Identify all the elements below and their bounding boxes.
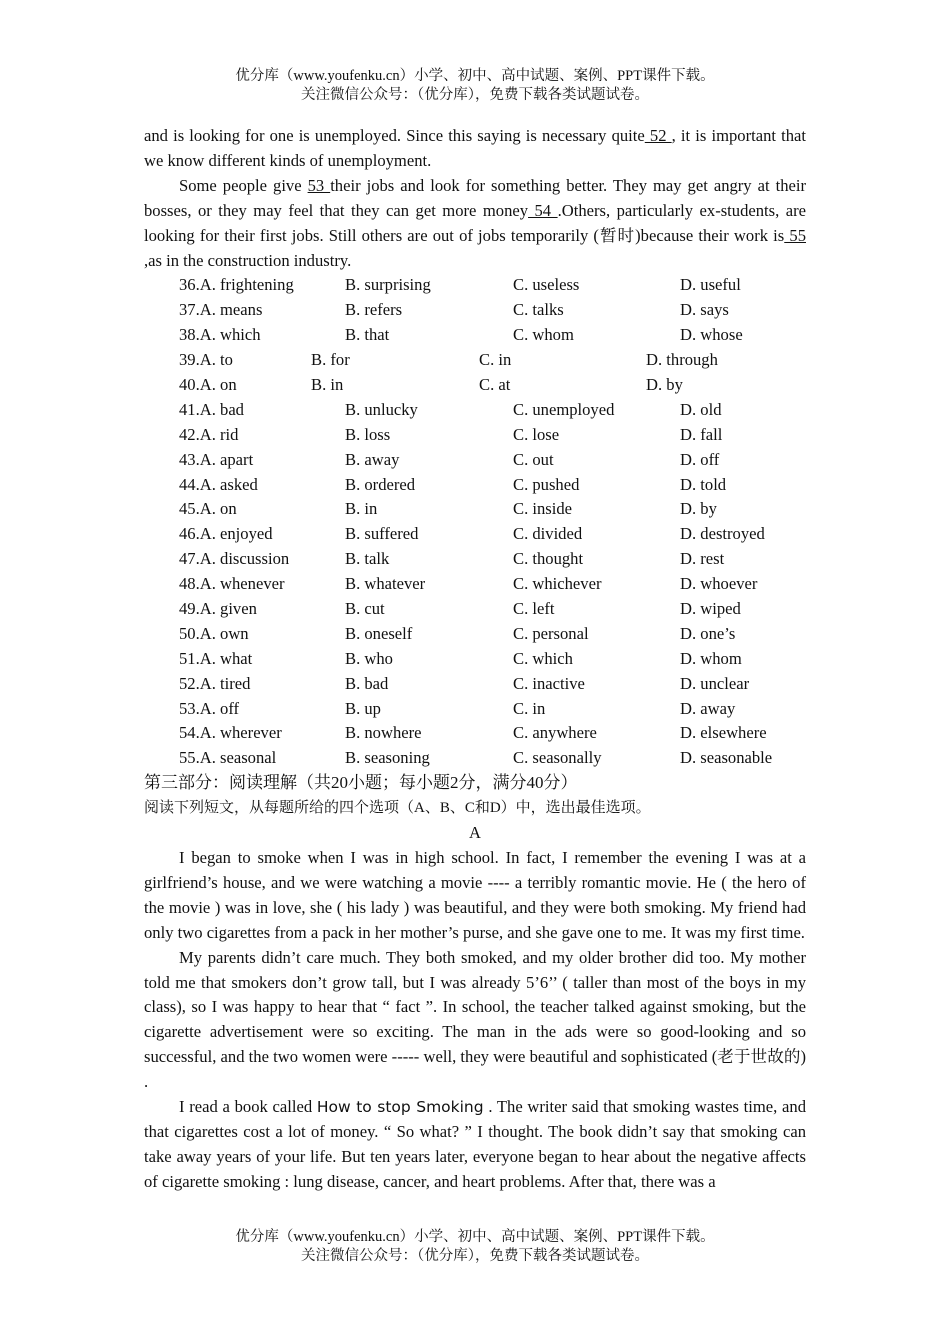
option-c: C. whom xyxy=(513,325,574,345)
option-c: C. out xyxy=(513,449,554,469)
text-run: I read a book called xyxy=(179,1097,317,1117)
option-a: 42.A. rid xyxy=(179,424,239,444)
option-d: D. seasonable xyxy=(680,748,773,768)
page-footer xyxy=(0,1228,950,1266)
option-d: D. whoever xyxy=(680,574,758,594)
option-d: D. wiped xyxy=(680,599,741,619)
option-a: 41.A. bad xyxy=(179,399,244,419)
option-c: C. useless xyxy=(513,275,580,295)
option-row xyxy=(144,572,806,597)
option-b: B. bad xyxy=(345,673,389,693)
option-c: C. thought xyxy=(513,549,584,569)
option-b: B. suffered xyxy=(345,524,419,544)
option-d: D. destroyed xyxy=(680,524,765,544)
option-b: B. whatever xyxy=(345,574,426,594)
passage-paragraph xyxy=(144,174,806,274)
option-c: C. left xyxy=(513,599,555,619)
page-header xyxy=(0,67,950,105)
blank-53: 53 xyxy=(307,175,331,195)
option-d: D. off xyxy=(680,449,720,469)
option-d: D. fall xyxy=(680,424,723,444)
option-d: D. one’s xyxy=(680,623,736,643)
text-run: their jobs and look for something better. They may get angry at their bosses, or they may feel that they can get more money xyxy=(144,175,806,220)
option-row xyxy=(144,622,806,647)
option-row xyxy=(144,473,806,498)
option-a: 46.A. enjoyed xyxy=(179,524,273,544)
option-row xyxy=(144,547,806,572)
option-b: B. nowhere xyxy=(345,723,422,743)
option-a: 47.A. discussion xyxy=(179,549,290,569)
option-d: D. unclear xyxy=(680,673,750,693)
footer-line-1: 优分库（www.youfenku.cn）小学、初中、高中试题、案例、PPT课件下载。 xyxy=(235,1229,715,1245)
text-run: . The writer said that smoking wastes time, and that cigarettes cost a lot of money. “ So what? ” I thought. The book didn’t say that smoking can take away years of your life. But ten years later, everyone began to hear about the negative affects of cigarette smoking : lung disease, cancer, and heart problems. After that, there was a xyxy=(144,1097,807,1191)
footer-line-2: 关注微信公众号：（优分库），免费下载各类试题试卷。 xyxy=(301,1248,649,1264)
main-content xyxy=(144,124,806,1195)
option-d: D. old xyxy=(680,399,722,419)
option-row xyxy=(144,373,806,398)
reading-paragraph-2: My parents didn’t care much. They both smoked, and my older brother did too. My mother told me that smokers don’t grow tall, but I was already 5’6’’ ( taller than most of the boys in my class), so I was happy to hear that “ fact ”. In school, the teacher talked against smoking, but the cigarette advertisement were so exciting. The man in the ads were so good-looking and so successful, and the two women were ----- well, they were beautiful and sophisticated (老于世故的) . xyxy=(144,947,806,1092)
option-a: 55.A. seasonal xyxy=(179,748,277,768)
option-d: D. by xyxy=(680,499,717,519)
option-a: 36.A. frightening xyxy=(179,275,294,295)
option-a: 45.A. on xyxy=(179,499,237,519)
option-a: 51.A. what xyxy=(179,648,253,668)
option-c: C. seasonally xyxy=(513,748,602,768)
text-run: and is looking for one is unemployed. Since this saying is necessary quite xyxy=(144,126,645,145)
option-a: 52.A. tired xyxy=(179,673,251,693)
option-b: B. ordered xyxy=(345,474,416,494)
option-row xyxy=(144,298,806,323)
option-row xyxy=(144,647,806,672)
option-a: 50.A. own xyxy=(179,623,249,643)
option-d: D. elsewhere xyxy=(680,723,767,743)
answer-options xyxy=(144,273,806,771)
option-b: B. that xyxy=(345,325,390,345)
option-a: 37.A. means xyxy=(179,300,263,320)
option-b: B. who xyxy=(345,648,393,668)
option-c: C. lose xyxy=(513,424,560,444)
option-d: D. rest xyxy=(680,549,725,569)
option-c: C. divided xyxy=(513,524,583,544)
option-d: D. whom xyxy=(680,648,742,668)
text-run: ,as in the construction industry. xyxy=(144,250,352,270)
text-run: .Others, particularly ex-students, are looking for their first jobs. Still others are out of jobs temporarily (暂时)because their work is xyxy=(144,200,806,245)
option-row xyxy=(144,323,806,348)
option-b: B. in xyxy=(311,375,344,394)
reading-paragraph-3 xyxy=(144,1095,806,1195)
header-line-2: 关注微信公众号：（优分库），免费下载各类试题试卷。 xyxy=(301,87,649,103)
option-b: B. oneself xyxy=(345,623,413,643)
option-a: 49.A. given xyxy=(179,599,257,619)
option-d: D. by xyxy=(646,375,683,394)
option-a: 43.A. apart xyxy=(179,449,254,469)
option-a: 44.A. asked xyxy=(179,474,258,494)
text-run: , it is important that we know different kinds of unemployment. xyxy=(144,126,806,170)
option-a: 40.A. on xyxy=(179,375,237,394)
option-c: C. inside xyxy=(513,499,573,519)
option-row xyxy=(144,746,806,771)
option-c: C. inactive xyxy=(513,673,585,693)
option-c: C. anywhere xyxy=(513,723,597,743)
book-title: How to stop Smoking xyxy=(316,1098,484,1117)
option-row xyxy=(144,348,806,373)
option-d: D. through xyxy=(646,350,718,370)
text-run: Some people give xyxy=(179,175,308,195)
option-a: 48.A. whenever xyxy=(179,574,285,594)
section-instruction: 阅读下列短文，从每题所给的四个选项（A、B、C和D）中，选出最佳选项。 xyxy=(144,800,651,817)
option-b: B. loss xyxy=(345,424,391,444)
option-c: C. personal xyxy=(513,623,589,643)
header-line-1: 优分库（www.youfenku.cn）小学、初中、高中试题、案例、PPT课件下载。 xyxy=(235,68,715,84)
option-c: C. in xyxy=(479,350,512,370)
option-d: D. whose xyxy=(680,325,743,345)
option-b: B. up xyxy=(345,698,381,718)
reading-paragraph-1: I began to smoke when I was in high school. In fact, I remember the evening I was at a girlfriend’s house, and we were watching a movie ---- a terribly romantic movie. He ( the hero of the movie ) was in love, she ( his lady ) was beautiful, and they were both smoking. My friend had only two cigarettes from a pack in her mother’s purse, and she gave one to me. It was my first time. xyxy=(144,847,806,942)
option-b: B. unlucky xyxy=(345,399,418,419)
option-c: C. pushed xyxy=(513,474,580,494)
blank-55: 55 xyxy=(784,225,806,245)
option-b: B. in xyxy=(345,499,378,519)
option-row xyxy=(144,448,806,473)
blank-54: 54 xyxy=(528,200,558,220)
option-a: 39.A. to xyxy=(179,350,233,370)
passage-label: A xyxy=(469,823,481,843)
option-row xyxy=(144,398,806,423)
option-row xyxy=(144,497,806,522)
option-b: B. talk xyxy=(345,549,390,569)
option-a: 38.A. which xyxy=(179,325,261,345)
option-d: D. away xyxy=(680,698,736,718)
option-c: C. whichever xyxy=(513,574,602,594)
option-row xyxy=(144,423,806,448)
option-row xyxy=(144,273,806,298)
option-d: D. says xyxy=(680,300,729,320)
option-b: B. cut xyxy=(345,599,385,619)
option-row xyxy=(144,597,806,622)
option-d: D. useful xyxy=(680,275,741,295)
option-row xyxy=(144,522,806,547)
option-b: B. refers xyxy=(345,300,403,320)
option-row xyxy=(144,721,806,746)
option-b: B. for xyxy=(311,350,350,370)
blank-52: 52 xyxy=(644,126,672,145)
option-b: B. away xyxy=(345,449,400,469)
passage-paragraph xyxy=(144,124,806,174)
option-row xyxy=(144,697,806,722)
option-d: D. told xyxy=(680,474,727,494)
option-c: C. talks xyxy=(513,300,564,320)
option-c: C. which xyxy=(513,648,573,668)
section-title: 第三部分：阅读理解（共20小题；每小题2分，满分40分） xyxy=(144,773,578,793)
option-row xyxy=(144,672,806,697)
option-b: B. surprising xyxy=(345,275,431,295)
option-c: C. unemployed xyxy=(513,399,615,419)
option-c: C. in xyxy=(513,698,546,718)
option-b: B. seasoning xyxy=(345,748,430,768)
option-a: 54.A. wherever xyxy=(179,723,282,743)
option-a: 53.A. off xyxy=(179,698,240,718)
option-c: C. at xyxy=(479,375,511,394)
